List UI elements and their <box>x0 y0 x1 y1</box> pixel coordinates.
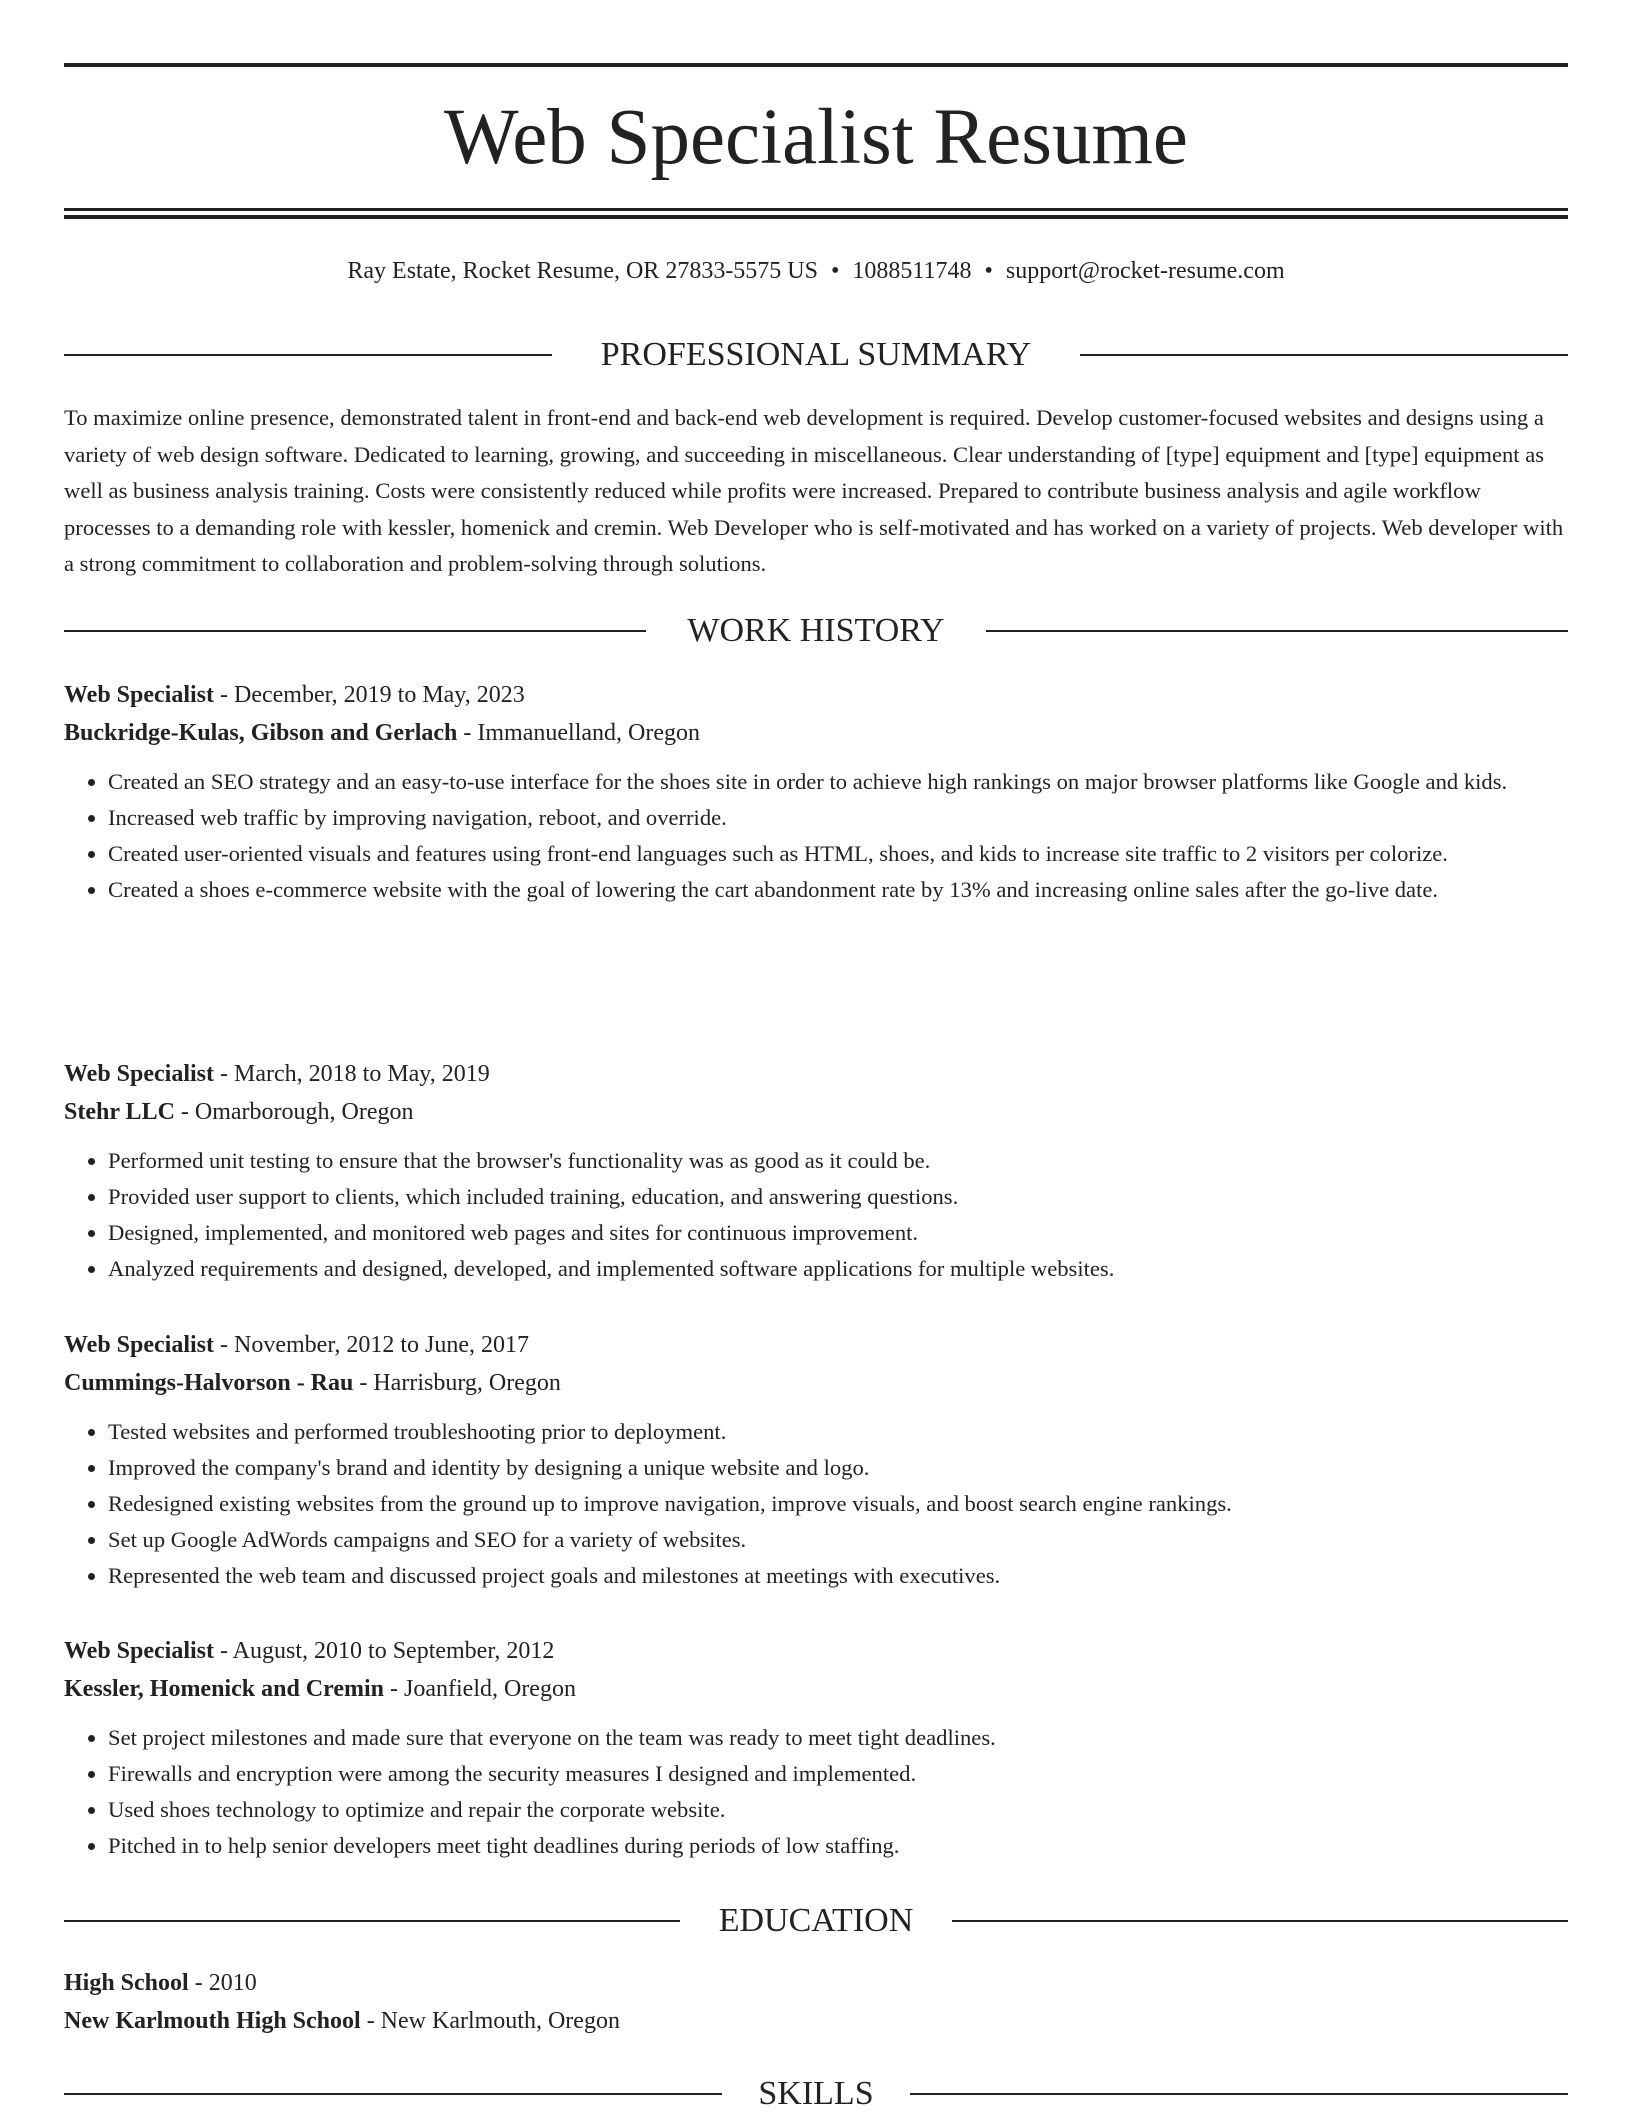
job-bullet: • Firewalls and encryption were among the security measures I designed and implemented. <box>108 1756 1568 1792</box>
job-bullets <box>64 1414 1568 1594</box>
section-header-work <box>64 609 1568 653</box>
job-bullet: • Pitched in to help senior developers meet tight deadlines during periods of low staffing. <box>108 1828 1568 1864</box>
top-rule <box>64 63 1568 67</box>
job-bullet: • Created user-oriented visuals and features using front-end languages such as HTML, shoes, and kids to increase site traffic to 2 visitors per colorize. <box>108 836 1568 872</box>
contact-separator: • <box>831 258 840 284</box>
job-entry <box>64 1055 1568 1287</box>
job-title: Web Specialist <box>64 1061 215 1087</box>
contact-line <box>64 256 1568 286</box>
job-dates: - August, 2010 to September, 2012 <box>214 1638 555 1664</box>
job-bullet: • Set up Google AdWords campaigns and SEO for a variety of websites. <box>108 1522 1568 1558</box>
job-bullet: • Improved the company's brand and identity by designing a unique website and logo. <box>108 1450 1568 1486</box>
education-degree: High School <box>64 1970 189 1996</box>
job-entry <box>64 676 1568 908</box>
job-bullets <box>64 764 1568 908</box>
section-title-summary: PROFESSIONAL SUMMARY <box>600 336 1032 373</box>
job-dates: - November, 2012 to June, 2017 <box>214 1332 530 1358</box>
contact-email: support@rocket-resume.com <box>1005 258 1285 284</box>
job-location: - Joanfield, Oregon <box>384 1676 576 1702</box>
job-bullet: • Set project milestones and made sure that everyone on the team was ready to meet tight deadlines. <box>108 1720 1568 1756</box>
job-bullet: • Performed unit testing to ensure that the browser's functionality was as good as it could be. <box>108 1143 1568 1179</box>
job-bullet: • Provided user support to clients, which included training, education, and answering questions. <box>108 1179 1568 1215</box>
summary-text: To maximize online presence, demonstrated talent in front-end and back-end web development is required. Develop customer-focused websites and designs using a variety of web design software. Dedicated to learning, growing, and succeeding in miscellaneous. Clear understanding of [type] equipment and [type] equipment as well as business analysis training. Costs were consistently reduced while profits were increased. Prepared to contribute business analysis and agile workflow processes to a demanding role with kessler, homenick and cremin. Web Developer who is self-motivated and has worked on a variety of projects. Web developer with a strong commitment to collaboration and problem-solving through solutions. <box>64 405 1564 577</box>
contact-separator: • <box>984 258 993 284</box>
job-title: Web Specialist <box>64 682 215 708</box>
job-title: Web Specialist <box>64 1332 215 1358</box>
job-bullet: • Redesigned existing websites from the ground up to improve navigation, improve visuals, and boost search engine rankings. <box>108 1486 1568 1522</box>
job-bullet: • Analyzed requirements and designed, developed, and implemented software applications for multiple websites. <box>108 1251 1568 1287</box>
section-title-skills: SKILLS <box>758 2075 874 2112</box>
education-year: - 2010 <box>188 1970 257 1996</box>
contact-phone: 1088511748 <box>852 258 972 284</box>
job-company: Kessler, Homenick and Cremin <box>64 1676 385 1702</box>
education-entry <box>64 1964 1568 2040</box>
job-company: Stehr LLC <box>64 1099 175 1125</box>
job-bullets <box>64 1143 1568 1287</box>
job-bullet: • Designed, implemented, and monitored web pages and sites for continuous improvement. <box>108 1215 1568 1251</box>
page-title: Web Specialist Resume <box>444 94 1188 181</box>
section-title-education: EDUCATION <box>718 1902 914 1939</box>
education-school: New Karlmouth High School <box>64 2008 361 2034</box>
job-bullet: • Created an SEO strategy and an easy-to-use interface for the shoes site in order to achieve high rankings on major browser platforms like Google and kids. <box>108 764 1568 800</box>
job-bullet: • Tested websites and performed troubleshooting prior to deployment. <box>108 1414 1568 1450</box>
section-header-education <box>64 1899 1568 1943</box>
job-title: Web Specialist <box>64 1638 215 1664</box>
job-entry <box>64 1632 1568 1864</box>
job-bullets <box>64 1720 1568 1864</box>
job-company: Buckridge-Kulas, Gibson and Gerlach <box>64 720 458 746</box>
job-entry <box>64 1326 1568 1594</box>
job-dates: - March, 2018 to May, 2019 <box>214 1061 490 1087</box>
job-dates: - December, 2019 to May, 2023 <box>214 682 525 708</box>
contact-address: Ray Estate, Rocket Resume, OR 27833-5575 US <box>347 258 818 284</box>
job-location: - Harrisburg, Oregon <box>353 1370 561 1396</box>
job-bullet: • Used shoes technology to optimize and repair the corporate website. <box>108 1792 1568 1828</box>
section-header-skills <box>64 2072 1568 2116</box>
section-title-work: WORK HISTORY <box>687 612 945 649</box>
job-bullet: • Represented the web team and discussed project goals and milestones at meetings with executives. <box>108 1558 1568 1594</box>
job-location: - Immanuelland, Oregon <box>457 720 700 746</box>
job-bullet: • Increased web traffic by improving navigation, reboot, and override. <box>108 800 1568 836</box>
job-location: - Omarborough, Oregon <box>174 1099 414 1125</box>
job-bullet: • Created a shoes e-commerce website with the goal of lowering the cart abandonment rate by 13% and increasing online sales after the go-live date. <box>108 872 1568 908</box>
job-company: Cummings-Halvorson - Rau <box>64 1370 354 1396</box>
section-header-summary <box>64 333 1568 377</box>
education-location: - New Karlmouth, Oregon <box>360 2008 620 2034</box>
title-rule-lower <box>64 215 1568 219</box>
title-rule-upper <box>64 208 1568 211</box>
